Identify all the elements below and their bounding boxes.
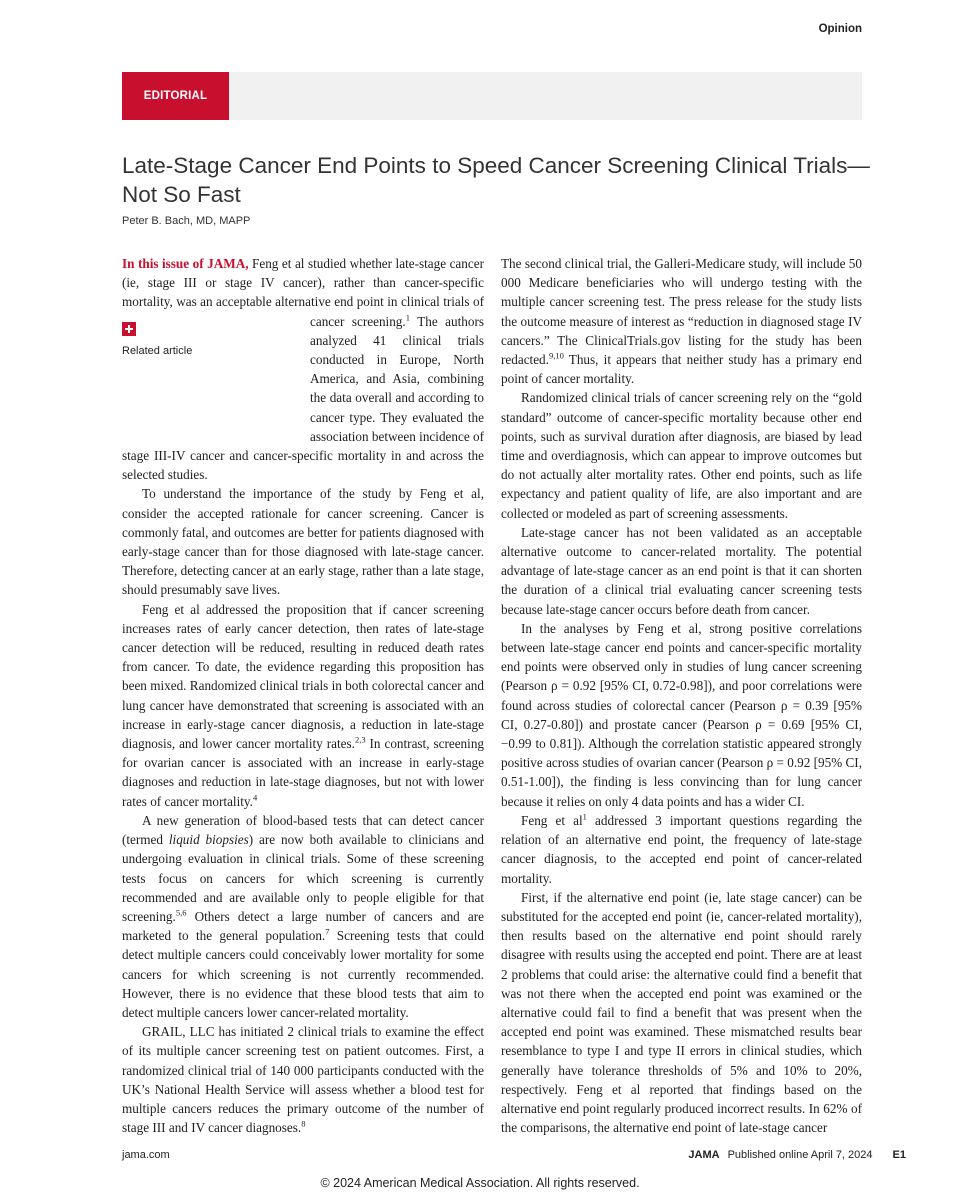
text: GRAIL, LLC has initiated 2 clinical trials to examine the effect of its multiple cancer screening test on patient outcomes. First, a randomized clinical trial of 140 000 participants conducted with the UK’s National Health Service will assess whether a blood test for multiple cancers reduces the primary outcome of the number of stage III and IV cancer diagnoses. <box>122 1024 484 1136</box>
citation[interactable]: 1 <box>582 811 587 822</box>
text: addressed 3 important questions regarding the relation of an alternative end point, the frequency of late-stage cancer diagnosis, to the accepted end point of cancer-related mortality. <box>501 812 862 886</box>
paragraph <box>501 811 862 888</box>
editorial-banner <box>122 72 862 120</box>
paragraph-continued <box>501 254 862 388</box>
title-line-1: Late-Stage Cancer End Points to Speed Cancer Screening Clinical Trials— <box>122 153 870 178</box>
text: The second clinical trial, the Galleri-Medicare study, will include 50 000 Medicare beneficiaries who will undergo testing with the multiple cancer screening test. The press release for the study lists the outcome measure of interest as “reduction in diagnosed stage IV cancers.” The ClinicalTrials.gov listing for the study has been redacted. <box>501 256 862 368</box>
journal-name: JAMA <box>688 1149 720 1161</box>
related-article-box[interactable] <box>122 312 300 430</box>
citation[interactable]: 7 <box>325 926 330 937</box>
article-title <box>122 151 870 209</box>
citation[interactable]: 1 <box>405 312 410 323</box>
paragraph <box>122 254 484 484</box>
footer-meta <box>688 1149 906 1161</box>
paragraph: In the analyses by Feng et al, strong positive correlations between late-stage cancer end points and cancer-specific mortality end points were observed only in studies of lung cancer screening (Pearson ρ = 0.92 [95% CI, 0.72-0.98]), and poor correlations were found across studies of colorectal cancer (Pearson ρ = 0.39 [95% CI, 0.27-0.80]) and prostate cancer (Pearson ρ = 0.69 [95% CI, −0.99 to 0.81]). Although the correlation statistic appeared strongly positive across studies of ovarian cancer (Pearson ρ = 0.92 [95% CI, 0.51-1.00]), the finding is less convincing than for lung cancer because it relies on only 4 data points and has a wider CI. <box>501 620 862 809</box>
paragraph: Randomized clinical trials of cancer screening rely on the “gold standard” outcome of cancer-specific mortality because other end points, such as survival duration after diagnosis, are biased by lead time and overdiagnosis, which can appear to improve outcomes but do not actually alter mortality rates. Other end points, such as life expectancy and patient quality of life, are also important and are collected or modeled as part of screening assessments. <box>501 390 862 521</box>
title-line-2: Not So Fast <box>122 182 241 207</box>
publication-date: Published online April 7, 2024 <box>727 1149 873 1161</box>
paragraph: First, if the alternative end point (ie, late stage cancer) can be substituted for the accepted end point (ie, cancer-related mortality), then results based on the alternative end point should rarely disagree with results using the accepted end point. There are at least 2 problems that could arise: the alternative could find a benefit that was not there when the accepted end point was examined or the alternative could fail to find a benefit that was present when the accepted end point was examined. These mismatched results bear resemblance to type I and type II errors in clinical studies, which generally have tolerance thresholds of 5% and 10% to 20%, respectively. Feng et al reported that findings based on the alternative end point regularly produced incorrect results. In 62% of the comparisons, the alternative end point of late-stage cancer <box>501 889 862 1136</box>
text: Feng et al <box>521 812 583 828</box>
body-column-right <box>501 254 862 1137</box>
page-number: E1 <box>892 1149 906 1161</box>
text: A new generation of blood-based tests that can detect cancer (termed <box>122 812 484 848</box>
text: Feng et al studied whether late-stage cancer (ie, stage III or stage IV cancer), rather than cancer-specific mortality, was an acceptable alternative end point in clinical trials of cancer screening. <box>122 256 484 329</box>
citation[interactable]: 8 <box>301 1118 306 1129</box>
text: Others detect a large number of cancers and are marketed to the general population. <box>122 908 484 944</box>
related-article-label[interactable]: Related article <box>122 344 193 357</box>
section-label: Opinion <box>818 23 862 35</box>
text: ) are now both available to clinicians and undergoing evaluation in clinical trials. Some of these screening tests focus on cancers for which screening is currently recommended and are available only to people eligible for that screening. <box>122 832 485 924</box>
plus-icon[interactable] <box>122 322 136 336</box>
author-byline: Peter B. Bach, MD, MAPP <box>122 215 251 227</box>
paragraph <box>122 811 484 1022</box>
body-column-left <box>122 254 484 1137</box>
text: Screening tests that could detect multiple cancers could conceivably lower mortality for some cancers for which screening is not currently recommended. However, there is no evidence that these blood tests that aim to detect multiple cancers lower cancer-related mortality. <box>122 928 484 1020</box>
paragraph <box>122 600 484 811</box>
emphasis: liquid biopsies <box>168 832 249 848</box>
paragraph <box>122 1022 484 1137</box>
citation[interactable]: 4 <box>252 792 258 803</box>
paragraph: Late-stage cancer has not been validated as an acceptable alternative outcome to cancer-related mortality. The potential advantage of late-stage cancer as an end point is that it can shorten the duration of a clinical trial evaluating cancer screening tests because late-stage cancer occurs before death from cancer. <box>501 524 862 617</box>
copyright-notice: © 2024 American Medical Association. All rights reserved. <box>320 1176 640 1190</box>
text: The authors analyzed 41 clinical trials conducted in Europe, North America, and Asia, combining the data overall and according to cancer type. They evaluated the association between incidence of stage III-IV cancer and cancer-specific mortality in and across the selected studies. <box>122 313 484 483</box>
text: Thus, it appears that neither study has a primary end point of cancer mortality. <box>501 352 862 387</box>
text: In contrast, screening for ovarian cancer is associated with an increase in early-stage diagnoses and reduction in late-stage diagnoses, but not with lower rates of cancer mortality. <box>122 736 485 809</box>
text: Feng et al addressed the proposition that if cancer screening increases rates of early cancer detection, then rates of late-stage cancer detection will be reduced, resulting in reduced death rates from cancer. To date, the evidence regarding this proposition has been mixed. Randomized clinical trials in both colorectal cancer and lung cancer have demonstrated that screening is associated with an increase in early-stage cancer diagnosis, a reduction in late-stage diagnosis, and lower cancer mortality rates. <box>122 601 484 752</box>
site-link[interactable]: jama.com <box>122 1149 170 1161</box>
editorial-tag: EDITORIAL <box>122 72 229 120</box>
citation[interactable]: 2,3 <box>354 734 366 745</box>
paragraph: To understand the importance of the study by Feng et al, consider the accepted rationale for cancer screening. Cancer is commonly fatal, and outcomes are better for patients diagnosed with early-stage cancer than for those diagnosed with late-stage cancer. Therefore, detecting cancer at an early stage, rather than a late stage, should presumably save lives. <box>122 486 484 598</box>
citation[interactable]: 5,6 <box>175 907 187 918</box>
citation[interactable]: 9,10 <box>548 350 564 361</box>
issue-lead[interactable]: In this issue of JAMA, <box>122 256 249 271</box>
